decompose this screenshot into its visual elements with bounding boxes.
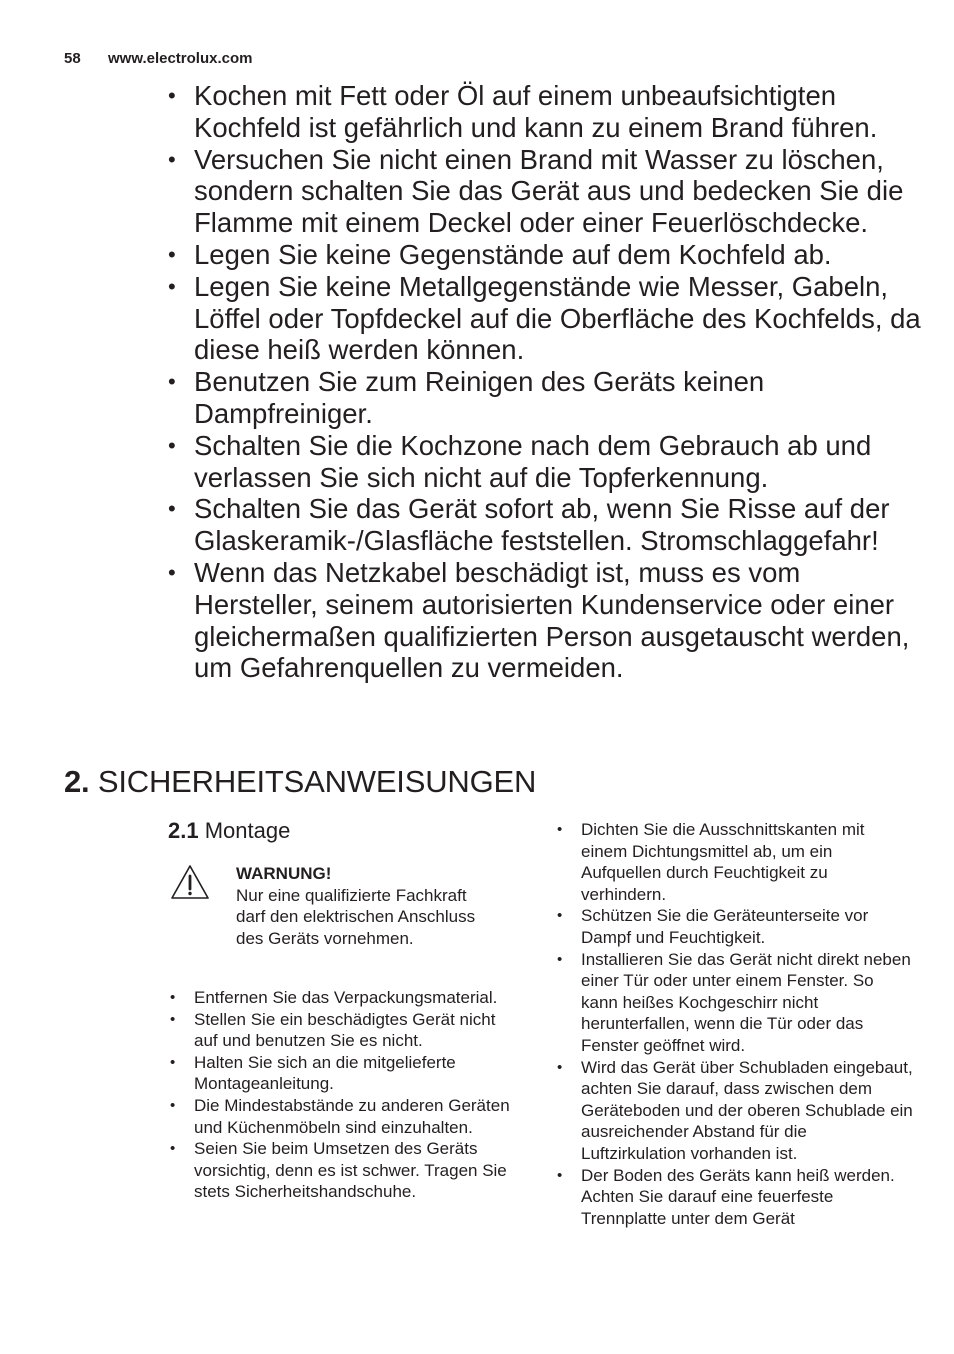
- top-safety-list: [168, 80, 928, 684]
- subsection-title: Montage: [204, 818, 291, 843]
- montage-list-right: [555, 819, 915, 1229]
- list-item: • Installieren Sie das Gerät nicht direkt neben einer Tür oder unter einem Fenster. So kann heißes Kochgeschirr nicht herunterfallen, wenn die Tür oder das Fenster geöffnet wird.: [555, 949, 915, 1057]
- page-header: [64, 50, 253, 67]
- list-item: • Stellen Sie ein beschädigtes Gerät nicht auf und benutzen Sie es nicht.: [168, 1009, 516, 1052]
- list-item: • Schalten Sie das Gerät sofort ab, wenn Sie Risse auf der Glaskeramik-/Glasfläche feststellen. Stromschlaggefahr!: [168, 493, 928, 557]
- list-item: • Versuchen Sie nicht einen Brand mit Wasser zu löschen, sondern schalten Sie das Gerät aus und bedecken Sie die Flamme mit einem Deckel oder einer Feuerlöschdecke.: [168, 144, 928, 239]
- section-title: SICHERHEITSANWEISUNGEN: [97, 764, 537, 799]
- list-item: • Schützen Sie die Geräteunterseite vor Dampf und Feuchtigkeit.: [555, 905, 915, 948]
- list-item: • Legen Sie keine Gegenstände auf dem Kochfeld ab.: [168, 239, 928, 271]
- warning-block: [236, 863, 496, 949]
- warning-triangle-icon: [170, 864, 210, 900]
- warning-text: Nur eine qualifizierte Fachkraft darf den elektrischen Anschluss des Geräts vornehmen.: [236, 885, 476, 948]
- list-item: • Benutzen Sie zum Reinigen des Geräts keinen Dampfreiniger.: [168, 366, 928, 430]
- section-number: 2.: [64, 764, 90, 799]
- list-item: • Entfernen Sie das Verpackungsmaterial.: [168, 987, 516, 1009]
- subsection-heading: [168, 818, 290, 844]
- list-item: • Wenn das Netzkabel beschädigt ist, muss es vom Hersteller, seinem autorisierten Kundenservice oder einer gleichermaßen qualifizierten Person ausgetauscht werden, um Gefahrenquellen zu vermeiden.: [168, 557, 928, 684]
- montage-list-left: [168, 987, 516, 1203]
- subsection-number: 2.1: [168, 818, 199, 843]
- list-item: • Seien Sie beim Umsetzen des Geräts vorsichtig, denn es ist schwer. Tragen Sie stets Sicherheitshandschuhe.: [168, 1138, 516, 1203]
- section-heading: [64, 764, 536, 800]
- list-item: • Kochen mit Fett oder Öl auf einem unbeaufsichtigten Kochfeld ist gefährlich und kann zu einem Brand führen.: [168, 80, 928, 144]
- list-item: • Dichten Sie die Ausschnittskanten mit einem Dichtungsmittel ab, um ein Aufquellen durch Feuchtigkeit zu verhindern.: [555, 819, 915, 905]
- list-item: • Der Boden des Geräts kann heiß werden. Achten Sie darauf eine feuerfeste Trennplatte unter dem Gerät: [555, 1165, 915, 1230]
- list-item: • Halten Sie sich an die mitgelieferte Montageanleitung.: [168, 1052, 516, 1095]
- list-item: • Legen Sie keine Metallgegenstände wie Messer, Gabeln, Löffel oder Topfdeckel auf die Oberfläche des Kochfelds, da diese heiß werden können.: [168, 271, 928, 366]
- page-number: 58: [64, 50, 81, 67]
- warning-label: WARNUNG!: [236, 864, 332, 883]
- list-item: • Schalten Sie die Kochzone nach dem Gebrauch ab und verlassen Sie sich nicht auf die Topferkennung.: [168, 430, 928, 494]
- list-item: • Die Mindestabstände zu anderen Geräten und Küchenmöbeln sind einzuhalten.: [168, 1095, 516, 1138]
- list-item: • Wird das Gerät über Schubladen eingebaut, achten Sie darauf, dass zwischen dem Geräteboden und der oberen Schublade ein ausreichender Abstand für die Luftzirkulation vorhanden ist.: [555, 1057, 915, 1165]
- website-url: www.electrolux.com: [108, 50, 253, 67]
